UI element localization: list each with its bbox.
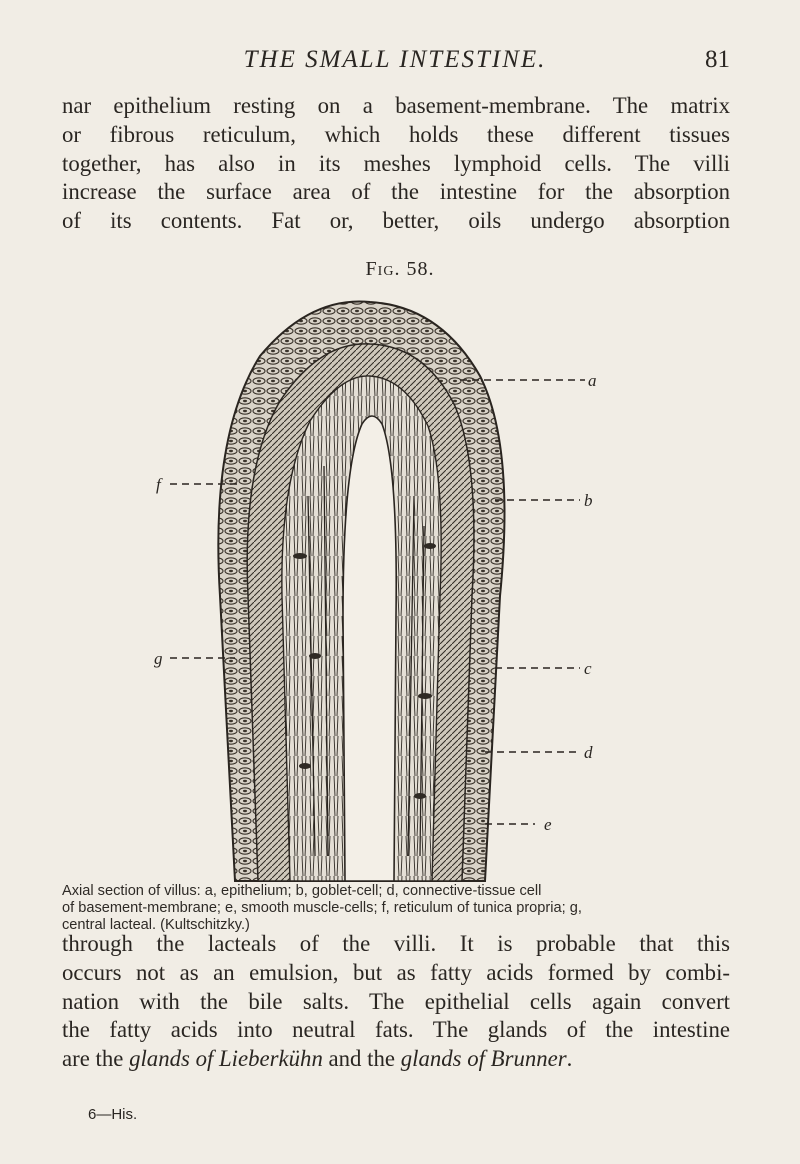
text-fragment: and the [322, 1046, 401, 1072]
text-fragment: are the [62, 1046, 130, 1072]
villus-illustration [140, 296, 620, 886]
page-number: 81 [705, 46, 730, 73]
central-lacteal [343, 416, 396, 881]
label-a: a [588, 371, 597, 390]
text-line: the fatty acids into neutral fats. The glands of the intestine [62, 1017, 730, 1043]
label-c: c [584, 659, 592, 678]
term-lieberkuhn: glands of Lieberkühn [129, 1046, 323, 1072]
term-brunner: glands of Brunner [400, 1046, 567, 1072]
figure-title: Fig. 58. [365, 258, 435, 280]
running-title: THE SMALL INTESTINE. [243, 46, 547, 73]
text-line: through the lacteals of the villi. It is probable that this [62, 931, 730, 956]
villus-drawing [140, 296, 620, 886]
caption-line: of basement-membrane; e, smooth muscle-cells; f, reticulum of tunica propria; g, [62, 900, 582, 916]
text-line: or fibrous reticulum, which holds these different tissues [62, 121, 730, 147]
label-b: b [584, 491, 593, 510]
text-line: together, has also in its meshes lymphoid cells. The villi [62, 150, 730, 176]
text-line: increase the surface area of the intestine for the absorption [62, 179, 730, 205]
figure-caption [62, 883, 732, 934]
signature-mark: 6—His. [88, 1106, 138, 1123]
text-line: of its contents. Fat or, better, oils undergo absorption [62, 208, 730, 234]
label-f: f [156, 475, 161, 494]
caption-line: Axial section of villus: a, epithelium; b, goblet-cell; d, connective-tissue cell [62, 883, 542, 899]
label-d: d [584, 743, 593, 762]
text-line: nation with the bile salts. The epithelial cells again convert [62, 988, 730, 1014]
text-line-last [62, 1045, 730, 1074]
text-line: occurs not as an emulsion, but as fatty acids formed by combi- [62, 959, 730, 985]
caption-line: central lacteal. (Kultschitzky.) [62, 917, 250, 933]
page-header [60, 46, 730, 80]
label-g: g [154, 649, 163, 668]
paragraph-top [62, 92, 730, 236]
paragraph-bottom [62, 930, 730, 1074]
label-e: e [544, 815, 552, 834]
text-fragment: . [566, 1046, 573, 1072]
text-line: nar epithelium resting on a basement-membrane. The matrix [62, 93, 730, 118]
